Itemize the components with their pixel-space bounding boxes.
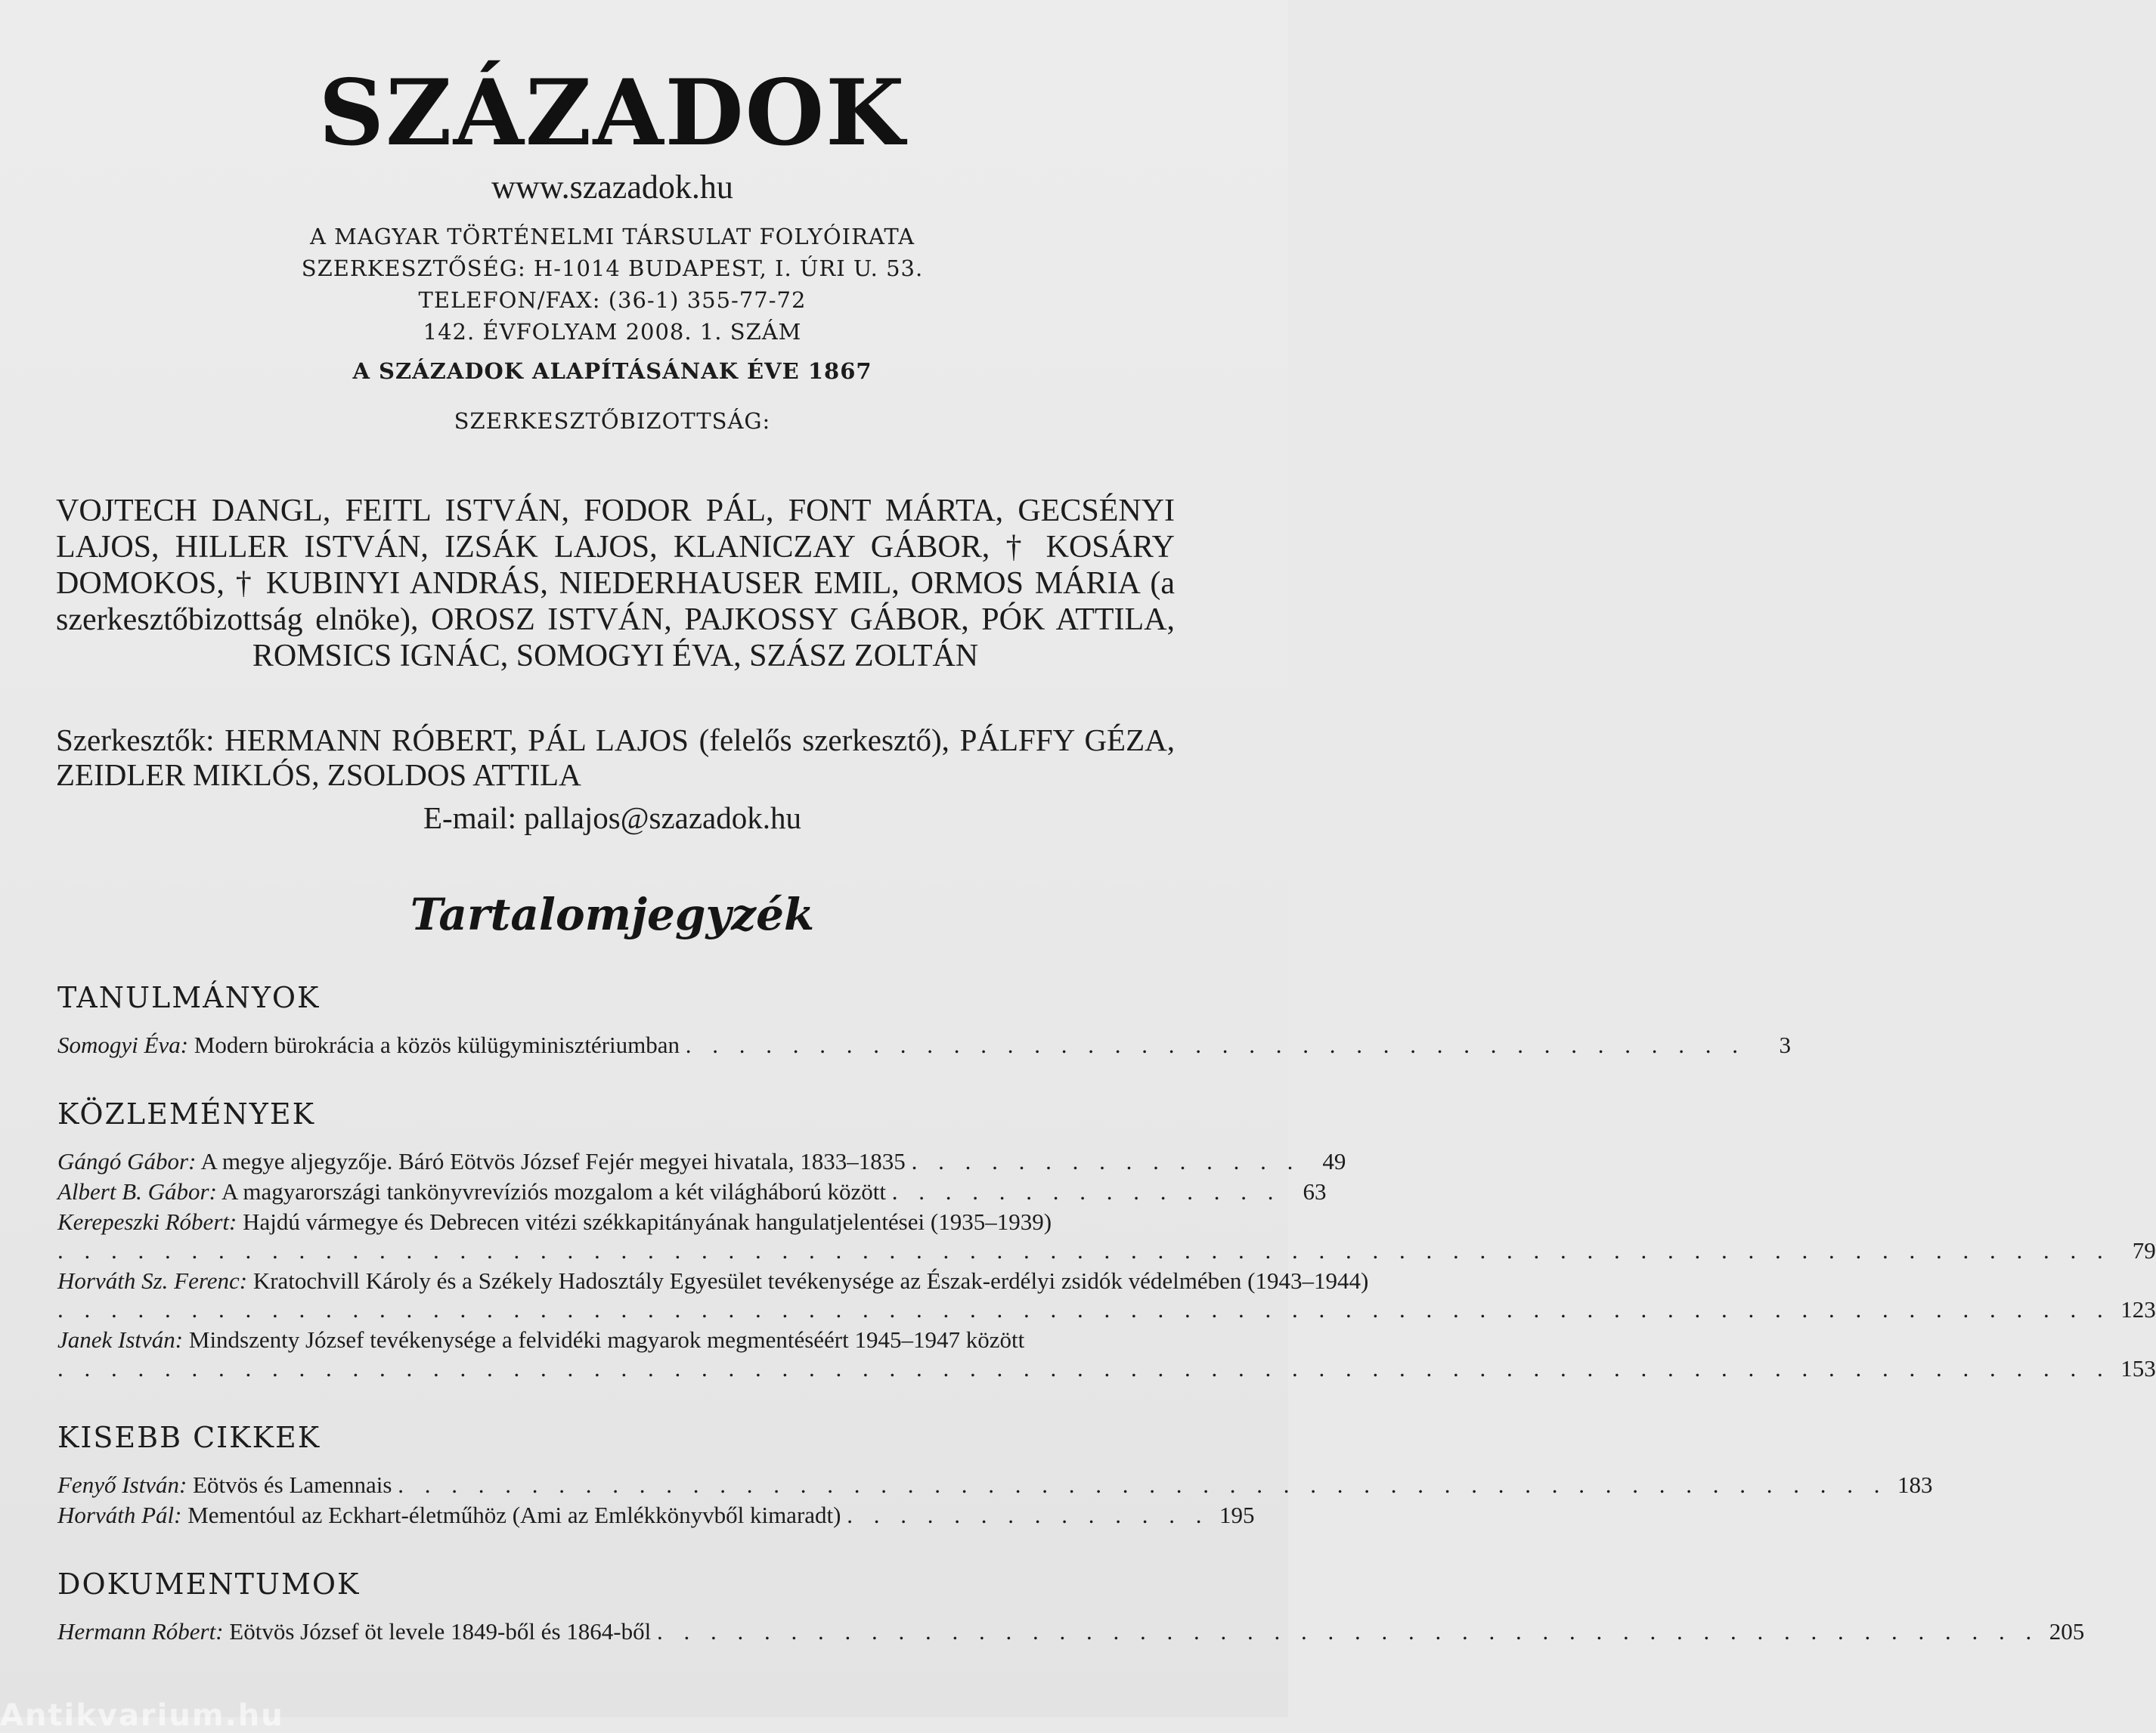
- entry-title: Eötvös és Lamennais: [193, 1472, 392, 1498]
- entry-title: Hajdú vármegye és Debrecen vitézi székkapitányának hangulatjelentései (1935–1939): [243, 1208, 1052, 1235]
- entry-page: 153: [2120, 1355, 2156, 1382]
- toc-entry: [57, 1501, 1255, 1530]
- watermark-text: Antikvarium.hu: [0, 1698, 284, 1733]
- editor-email: E-mail: pallajos@szazadok.hu: [423, 800, 801, 835]
- section-heading: KISEBB CIKKEK: [57, 1421, 321, 1454]
- toc-entry: [57, 1326, 2156, 1383]
- dot-leader: . . . . . . . . . . . . . . . . . . . . . . . . . . . . . . . . . . . . . . . . . . . . . . . . . . . . . . . .: [398, 1472, 1888, 1498]
- toc-entry: [57, 1617, 2085, 1646]
- entry-author: Hermann Róbert:: [57, 1618, 224, 1645]
- editorial-board-members: VOJTECH DANGL, FEITL ISTVÁN, FODOR PÁL, FONT MÁRTA, GECSÉNYI LAJOS, HILLER ISTVÁN, IZSÁK LAJOS, KLANICZAY GÁBOR, † KOSÁRY DOMOKOS, † KUBINYI ANDRÁS, NIEDERHAUSER EMIL, ORMOS MÁRIA (a szerkesztőbizottság elnöke), OROSZ ISTVÁN, PAJKOSSY GÁBOR, PÓK ATTILA, ROMSICS IGNÁC, SOMOGYI ÉVA, SZÁSZ ZOLTÁN: [56, 494, 1175, 673]
- editorial-board-label: SZERKESZTŐBIZOTTSÁG:: [454, 408, 771, 434]
- phone-fax: TELEFON/FAX: (36-1) 355-77-72: [418, 287, 807, 313]
- entry-page: 123: [2120, 1296, 2156, 1323]
- entry-author: Somogyi Éva:: [57, 1032, 189, 1058]
- section-heading: KÖZLEMÉNYEK: [57, 1097, 316, 1131]
- entry-page: 63: [1303, 1178, 1327, 1205]
- journal-title: SZÁZADOK: [318, 60, 906, 166]
- entry-title: Modern bürokrácia a közös külügyminisztériumban: [194, 1032, 680, 1058]
- toc-section-kozlemenyek: [57, 1097, 2156, 1385]
- volume-issue: 142. ÉVFOLYAM 2008. 1. SZÁM: [423, 319, 802, 345]
- editorial-address: SZERKESZTŐSÉG: H-1014 BUDAPEST, I. ÚRI U. 53.: [301, 255, 924, 281]
- toc-entry: [57, 1147, 1346, 1176]
- entry-page: 3: [1779, 1032, 1792, 1058]
- dot-leader: . . . . . . . . . . . . . . .: [891, 1178, 1281, 1205]
- entry-page: 183: [1897, 1472, 1933, 1498]
- entry-page: 195: [1219, 1502, 1255, 1528]
- entry-author: Kerepeszki Róbert:: [57, 1208, 237, 1235]
- entry-author: Fenyő István:: [57, 1472, 187, 1498]
- section-heading: TANULMÁNYOK: [57, 981, 321, 1014]
- toc-section-dokumentumok: [57, 1567, 2085, 1648]
- section-heading: DOKUMENTUMOK: [57, 1567, 361, 1601]
- editors-list: Szerkesztők: HERMANN RÓBERT, PÁL LAJOS (felelős szerkesztő), PÁLFFY GÉZA, ZEIDLER MIKLÓS, ZSOLDOS ATTILA: [56, 723, 1175, 792]
- founding-year: A SZÁZADOK ALAPÍTÁSÁNAK ÉVE 1867: [352, 358, 872, 384]
- dot-leader: . . . . . . . . . . . . . .: [847, 1502, 1210, 1528]
- entry-title: A megye aljegyzője. Báró Eötvös József Fejér megyei hivatala, 1833–1835: [200, 1148, 906, 1174]
- entry-page: 79: [2132, 1237, 2156, 1264]
- dot-leader: . . . . . . . . . . . . . . .: [911, 1148, 1301, 1174]
- entry-title: Eötvös József öt levele 1849-ből és 1864-ből: [229, 1618, 652, 1645]
- dot-leader: . . . . . . . . . . . . . . . . . . . . . . . . . . . . . . . . . . . . . . . . . . . . . . . . . . . . . . . . . . . . . . . . . . . . . . . . . . . . .: [57, 1237, 2111, 1264]
- entry-author: Horváth Sz. Ferenc:: [57, 1267, 248, 1294]
- dot-leader: . . . . . . . . . . . . . . . . . . . . . . . . . . . . . . . . . . . . . . . . . . . . . . . . . . . .: [656, 1618, 2040, 1645]
- toc-entry: [57, 1178, 1327, 1206]
- dot-leader: . . . . . . . . . . . . . . . . . . . . . . . . . . . . . . . . . . . . . . . . . . . . . . . . . . . . . . . . . . . . . . . . . . . . . . . . . . . . .: [57, 1296, 2111, 1323]
- entry-title: Mementóul az Eckhart-életműhöz (Ami az Emlékkönyvből kimaradt): [187, 1502, 841, 1528]
- toc-entry: [57, 1267, 2156, 1324]
- entry-title: A magyarországi tankönyvrevíziós mozgalom a két világháború között: [221, 1178, 886, 1205]
- toc-section-tanulmanyok: [57, 981, 1792, 1061]
- entry-page: 49: [1322, 1148, 1346, 1174]
- entry-title: Kratochvill Károly és a Székely Hadosztály Egyesület tevékenysége az Észak-erdélyi zsidók védelmében (1943–1944): [252, 1267, 1369, 1294]
- journal-website: www.szazadok.hu: [491, 169, 733, 206]
- toc-entry: [57, 1208, 2156, 1265]
- toc-section-kisebb-cikkek: [57, 1421, 1933, 1531]
- dot-leader: . . . . . . . . . . . . . . . . . . . . . . . . . . . . . . . . . . . . . . . .: [685, 1032, 1746, 1058]
- entry-author: Albert B. Gábor:: [57, 1178, 217, 1205]
- entry-title: Mindszenty József tevékenysége a felvidéki magyarok megmentéséért 1945–1947 között: [188, 1326, 1025, 1353]
- toc-title: Tartalomjegyzék: [410, 889, 815, 940]
- entry-author: Janek István:: [57, 1326, 184, 1353]
- publisher-line: A MAGYAR TÖRTÉNELMI TÁRSULAT FOLYÓIRATA: [309, 224, 915, 249]
- dot-leader: . . . . . . . . . . . . . . . . . . . . . . . . . . . . . . . . . . . . . . . . . . . . . . . . . . . . . . . . . . . . . . . . . . . . . . . . . . . . .: [57, 1355, 2111, 1382]
- entry-author: Gángó Gábor:: [57, 1148, 197, 1174]
- entry-page: 205: [2049, 1618, 2085, 1645]
- toc-entry: [57, 1031, 1792, 1060]
- entry-author: Horváth Pál:: [57, 1502, 182, 1528]
- toc-entry: [57, 1471, 1933, 1499]
